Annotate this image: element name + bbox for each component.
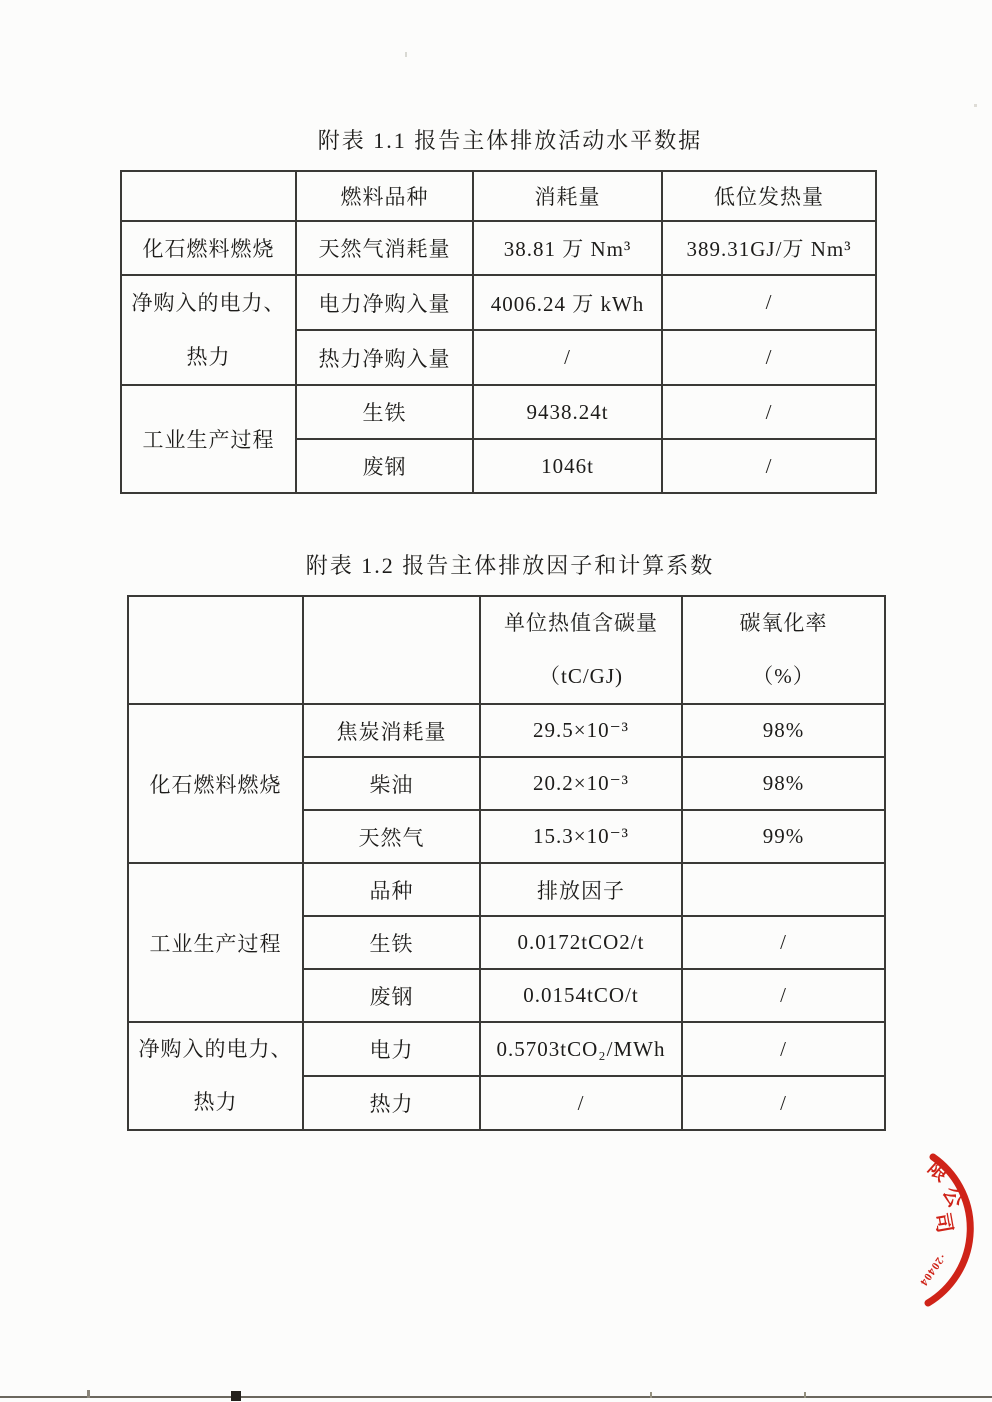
- table1-header-row: [121, 171, 876, 221]
- cell-item: 废钢: [303, 969, 480, 1022]
- table1-header-fuel-type: 燃料品种: [296, 171, 473, 221]
- header-unit-line: （tC/GJ): [538, 664, 623, 688]
- table-row: [121, 385, 876, 439]
- table1-header-empty: [121, 171, 296, 221]
- header-label-line: 碳氧化率: [739, 611, 828, 635]
- scan-mark: [231, 1391, 241, 1401]
- cell-item: 电力净购入量: [296, 275, 473, 330]
- cell-oxidation-rate: /: [682, 1076, 885, 1130]
- scan-mark: [87, 1390, 90, 1398]
- group-label-line: 净购入的电力、: [131, 291, 286, 315]
- table1-header-consumption: 消耗量: [473, 171, 662, 221]
- cell-item: 生铁: [303, 916, 480, 969]
- table2-header-empty: [303, 596, 480, 704]
- table-row: [121, 221, 876, 275]
- table2-title: 附表 1.2 报告主体排放因子和计算系数: [305, 553, 715, 578]
- cell-oxidation-rate: /: [682, 969, 885, 1022]
- table-row: [128, 863, 885, 916]
- cell-item: 生铁: [296, 385, 473, 439]
- table-row: [128, 1022, 885, 1076]
- cell-carbon-content: 29.5×10⁻³: [480, 704, 682, 757]
- table-row: [128, 704, 885, 757]
- table2-header-empty: [128, 596, 303, 704]
- cell-item: 焦炭消耗量: [303, 704, 480, 757]
- cell-consumption: 1046t: [473, 439, 662, 493]
- group-label-line: 热力: [186, 345, 231, 369]
- cell-carbon-content: 20.2×10⁻³: [480, 757, 682, 810]
- group-label-line: 净购入的电力、: [138, 1037, 293, 1061]
- cell-carbon-content: 15.3×10⁻³: [480, 810, 682, 863]
- group-industrial-process: 工业生产过程: [128, 863, 303, 1022]
- cell-heating-value: /: [662, 385, 876, 439]
- activity-level-table: [120, 170, 877, 494]
- cell-item: 热力净购入量: [296, 330, 473, 385]
- cell-oxidation-rate: 98%: [682, 704, 885, 757]
- table2-header-oxidation-rate: [682, 596, 885, 704]
- cell-item: 柴油: [303, 757, 480, 810]
- group-fossil-fuel-combustion: 化石燃料燃烧: [121, 221, 296, 275]
- cell-consumption: /: [473, 330, 662, 385]
- cell-heating-value: /: [662, 330, 876, 385]
- cell-item: 废钢: [296, 439, 473, 493]
- cell-heating-value: /: [662, 275, 876, 330]
- emission-factor-table: [127, 595, 886, 1131]
- cell-item: 热力: [303, 1076, 480, 1130]
- cell-carbon-content: 排放因子: [480, 863, 682, 916]
- seal-ring-arc: [928, 1157, 970, 1303]
- cell-consumption: 9438.24t: [473, 385, 662, 439]
- cell-heating-value: 389.31GJ/万 Nm³: [662, 221, 876, 275]
- table2-header-carbon-content: [480, 596, 682, 704]
- seal-serial-number: ·20404: [916, 1251, 949, 1289]
- group-net-purchased-power-heat: [128, 1022, 303, 1130]
- table2-header-row: [128, 596, 885, 704]
- scan-speck: [974, 104, 977, 107]
- cell-heating-value: /: [662, 439, 876, 493]
- company-seal-stamp: [880, 1122, 992, 1322]
- header-unit-line: （%）: [752, 664, 815, 688]
- cell-oxidation-rate: 98%: [682, 757, 885, 810]
- cell-consumption: 38.81 万 Nm³: [473, 221, 662, 275]
- cell-oxidation-rate: /: [682, 916, 885, 969]
- cell-item: 品种: [303, 863, 480, 916]
- cell-oxidation-rate: [682, 863, 885, 916]
- group-net-purchased-power-heat: [121, 275, 296, 385]
- seal-character: 司: [930, 1211, 956, 1235]
- cell-carbon-content: 0.0172tCO2/t: [480, 916, 682, 969]
- table1-header-heating-value: 低位发热量: [662, 171, 876, 221]
- table-row: [121, 275, 876, 330]
- scan-speck: [405, 52, 407, 57]
- cell-carbon-content: 0.5703tCO₂/MWh: [480, 1022, 682, 1076]
- cell-carbon-content: /: [480, 1076, 682, 1130]
- cell-oxidation-rate: 99%: [682, 810, 885, 863]
- scan-mark: [650, 1392, 652, 1398]
- seal-character: 限: [923, 1157, 952, 1187]
- group-fossil-fuel-combustion: 化石燃料燃烧: [128, 704, 303, 863]
- cell-oxidation-rate: /: [682, 1022, 885, 1076]
- group-label-line: 热力: [193, 1090, 238, 1114]
- cell-item: 天然气消耗量: [296, 221, 473, 275]
- seal-character: 公: [938, 1183, 967, 1212]
- cell-item: 天然气: [303, 810, 480, 863]
- scan-edge-line: [0, 1396, 992, 1398]
- header-label-line: 单位热值含碳量: [504, 611, 658, 635]
- group-industrial-process: 工业生产过程: [121, 385, 296, 493]
- scan-mark: [804, 1392, 806, 1398]
- cell-item: 电力: [303, 1022, 480, 1076]
- table1-title: 附表 1.1 报告主体排放活动水平数据: [317, 128, 703, 153]
- cell-carbon-content: 0.0154tCO/t: [480, 969, 682, 1022]
- cell-consumption: 4006.24 万 kWh: [473, 275, 662, 330]
